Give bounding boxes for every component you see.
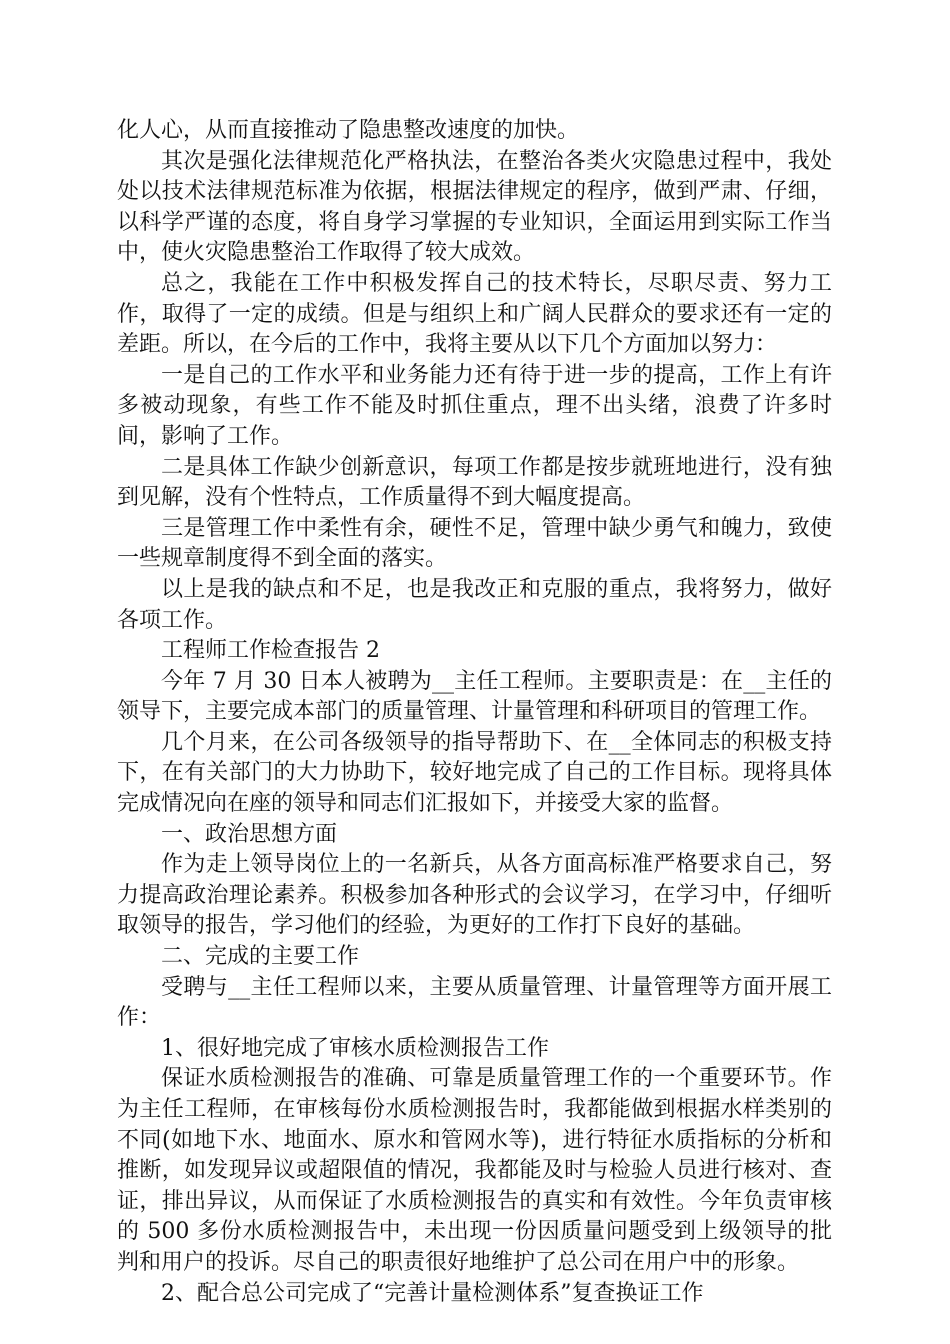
paragraph: 二是具体工作缺少创新意识，每项工作都是按步就班地进行，没有独到见解，没有个性特点，工作质量得不到大幅度提高。 <box>117 454 832 511</box>
paragraph: 保证水质检测报告的准确、可靠是质量管理工作的一个重要环节。作为主任工程师，在审核每份水质检测报告时，我都能做到根据水样类别的不同(如地下水、地面水、原水和管网水等)，进行特征水质指标的分析和推断，如发现异议或超限值的情况，我都能及时与检验人员进行核对、查证，排出异议，从而保证了水质检测报告的真实和有效性。今年负责审核的 500 多份水质检测报告中，未出现一份因质量问题受到上级领导的批判和用户的投诉。尽自己的职责很好地维护了总公司在用户中的形象。 <box>117 1066 832 1275</box>
section-title: 工程师工作检查报告 2 <box>161 638 380 664</box>
paragraph: 一是自己的工作水平和业务能力还有待于进一步的提高，工作上有许多被动现象，有些工作不能及时抓住重点，理不出头绪，浪费了许多时间，影响了工作。 <box>117 362 832 449</box>
section-heading: 一、政治思想方面 <box>161 821 338 847</box>
paragraph: 其次是强化法律规范化严格执法，在整治各类火灾隐患过程中，我处处以技术法律规范标准为依据，根据法律规定的程序，做到严肃、仔细，以科学严谨的态度，将自身学习掌握的专业知识，全面运用到实际工作当中，使火灾隐患整治工作取得了较大成效。 <box>117 148 832 266</box>
paragraph: 作为走上领导岗位上的一名新兵，从各方面高标准严格要求自己，努力提高政治理论素养。积极参加各种形式的会议学习，在学习中，仔细听取领导的报告，学习他们的经验，为更好的工作打下良好的基础。 <box>117 852 832 939</box>
paragraph: 受聘与__主任工程师以来，主要从质量管理、计量管理等方面开展工作： <box>117 974 832 1031</box>
paragraph: 化人心，从而直接推动了隐患整改速度的加快。 <box>117 118 580 143</box>
paragraph: 几个月来，在公司各级领导的指导帮助下、在__全体同志的积极支持下，在有关部门的大力协助下，较好地完成了自己的工作目标。现将具体完成情况向在座的领导和同志们汇报如下，并接受大家的监督。 <box>117 729 832 817</box>
subsection-heading: 1、很好地完成了审核水质检测报告工作 <box>161 1035 549 1061</box>
section-heading: 二、完成的主要工作 <box>161 944 360 970</box>
paragraph: 总之，我能在工作中积极发挥自己的技术特长，尽职尽责、努力工作，取得了一定的成绩。但是与组织上和广阔人民群众的要求还有一定的差距。所以，在今后的工作中，我将主要从以下几个方面加以努力： <box>117 270 832 358</box>
paragraph: 今年 7 月 30 日本人被聘为__主任工程师。主要职责是：在__主任的领导下，主要完成本部门的质量管理、计量管理和科研项目的管理工作。 <box>117 668 832 725</box>
paragraph: 三是管理工作中柔性有余，硬性不足，管理中缺少勇气和魄力，致使一些规章制度得不到全面的落实。 <box>117 515 832 572</box>
subsection-heading: 2、配合总公司完成了“完善计量检测体系”复查换证工作 <box>161 1280 704 1306</box>
document-body <box>117 116 832 1309</box>
paragraph: 以上是我的缺点和不足，也是我改正和克服的重点，我将努力，做好各项工作。 <box>117 576 832 633</box>
